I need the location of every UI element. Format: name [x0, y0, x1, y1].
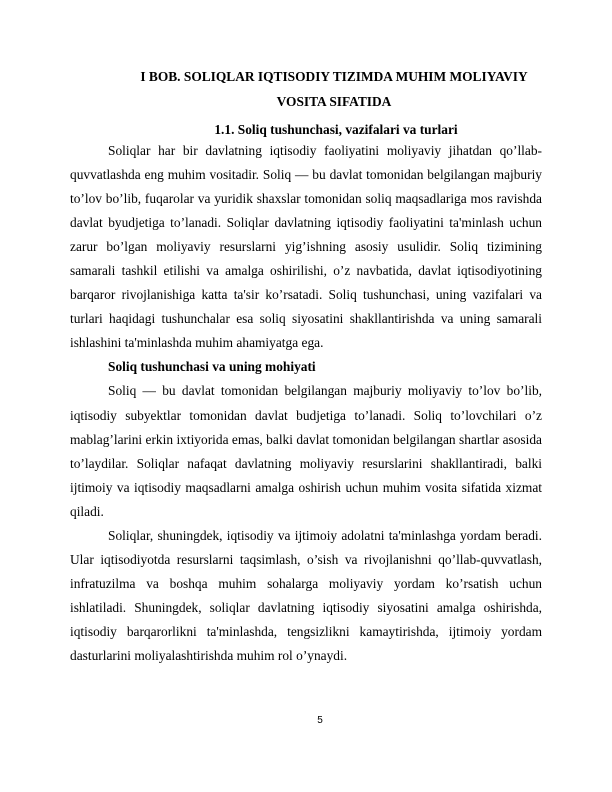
section-title: 1.1. Soliq tushunchasi, vazifalari va turlari	[214, 122, 458, 137]
page-number: 5	[317, 715, 323, 726]
subheading: Soliq tushunchasi va uning mohiyati	[108, 359, 316, 375]
paragraph-role: Soliqlar, shuningdek, iqtisodiy va ijtimoiy adolatni ta'minlashga yordam beradi. Ular iqtisodiyotda resurslarni taqsimlash, o’sish va rivojlanishni qo’llab-quvvatlash, infratuzilma va boshqa muhim sohalarga moliyaviy yordam ko’rsatish uchun ishlatiladi. Shuningdek, soliqlar davlatning iqtisodiy siyosatini amalga oshirishda, iqtisodiy barqarorlikni ta'minlashda, tengsizlikni kamaytirishda, ijtimoiy yordam dasturlarini moliyalashtirishda muhim rol o’ynaydi.	[70, 527, 542, 663]
body-text	[70, 139, 542, 668]
paragraph-intro: Soliqlar har bir davlatning iqtisodiy faoliyatini moliyaviy jihatdan qo’llab-quvvatlashda eng muhim vositadir. Soliq — bu davlat tomonidan belgilangan majburiy to’lov bo’lib, fuqarolar va yuridik shaxslar tomonidan soliq maqsadlariga mos ravishda davlat byudjetiga to’lanadi. Soliqlar davlatning iqtisodiy faoliyatini ta'minlash uchun zarur bo’lgan moliyaviy resurslarni yig’ishning asosiy usulidir. Soliq tizimining samarali tashkil etilishi va amalga oshirilishi, o’z navbatida, davlat iqtisodiyotining barqaror rivojlanishiga katta ta'sir ko’rsatadi. Soliq tushunchasi, uning vazifalari va turlari haqidagi tushunchalar esa soliq siyosatini shakllantirishda va uning samarali ishlashini ta'minlashda muhim ahamiyatga ega.	[70, 143, 542, 351]
chapter-title	[108, 64, 540, 114]
chapter-title-line-1: I BOB. SOLIQLAR IQTISODIY TIZIMDA MUHIM MOLIYAVIY	[140, 69, 528, 84]
paragraph-definition: Soliq — bu davlat tomonidan belgilangan majburiy moliyaviy to’lov bo’lib, iqtisodiy subyektlar tomonidan davlat budjetiga to’lanadi. Soliq to’lovchilari o’z mablag’larini erkin ixtiyorida emas, balki davlat tomonidan belgilangan shartlar asosida to’laydilar. Soliqlar nafaqat davlatning moliyaviy resurslarini shakllantiradi, balki ijtimoiy va iqtisodiy maqsadlarni amalga oshirish uchun muhim vosita sifatida xizmat qiladi.	[70, 383, 542, 519]
chapter-title-line-2: VOSITA SIFATIDA	[276, 94, 392, 109]
